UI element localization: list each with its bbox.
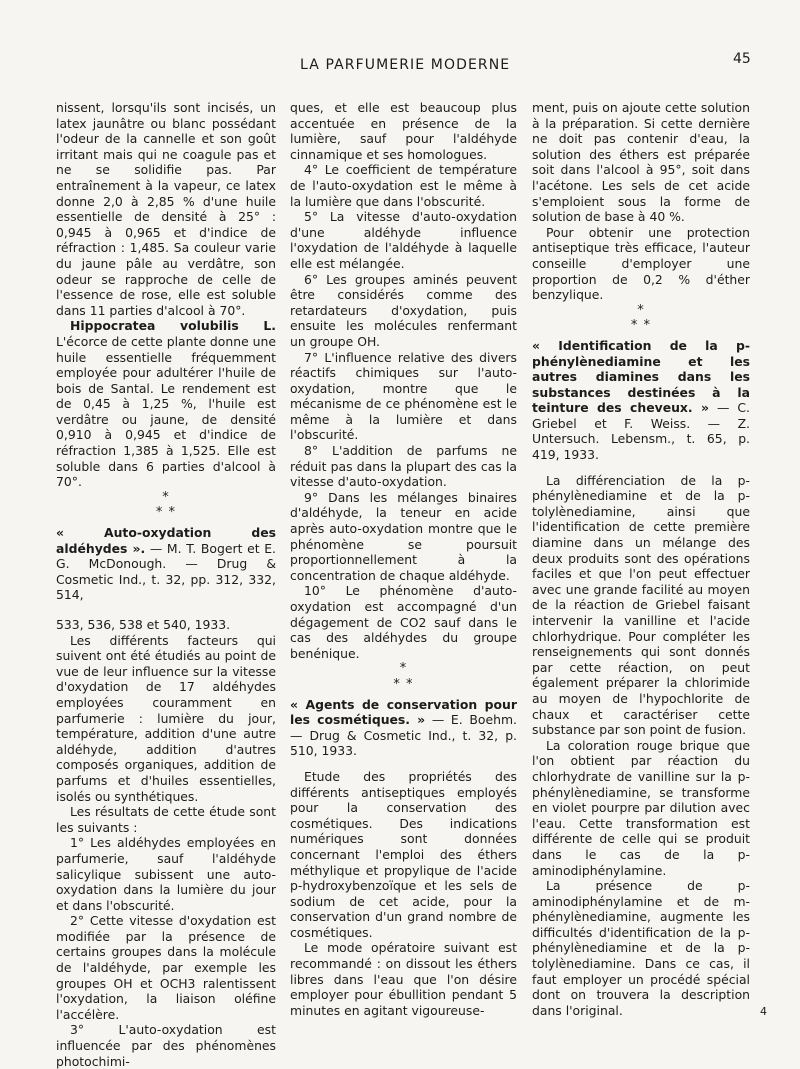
section-separator: * * * [393,661,414,692]
paragraph: La présence de p-aminodiphénylamine et de m-phénylènediamine, augmente les difficultés d'identification de la p-phénylènediamine et de la p-tolylènediamine. Dans ce cas, il faut employer un procédé spécial dont on trouvera la description dans l'original. [532,878,750,1018]
paragraph: 8° L'addition de parfums ne réduit pas dans la plupart des cas la vitesse d'auto-oxydation. [290,443,517,490]
paragraph: 2° Cette vitesse d'oxydation est modifiée par la présence de certains groupes dans la molécule de l'aldéhyde, par exemple les groupes OH et OCH3 ralentissent l'oxydation, la liaison oléfine l'accélère. [56,913,276,1022]
paragraph: nissent, lorsqu'ils sont incisés, un latex jaunâtre ou blanc possédant l'odeur de la cannelle et son goût irritant mais qui ne coagule pas et ne se solidifie pas. Par entraînement à la vapeur, ce latex donne 2,0 à 2,85 % d'une huile essentielle de densité à 25° : 0,945 à 0,965 et d'indice de réfraction : 1,485. Sa couleur varie du jaune pâle au verdâtre, son odeur se rapproche de celle de l'essence de rose, elle est soluble dans 11 parties d'alcool à 70°. [56,100,276,318]
article-title: « Agents de conservation pour les cosmétiques. » [290,696,517,728]
paragraph: 1° Les aldéhydes employées en parfumerie, sauf l'aldéhyde salicylique subissent une auto-oxydation dans la lumière du jour et dans l'obscurité. [56,835,276,913]
paragraph: ques, et elle est beaucoup plus accentuée en présence de la lumière, sauf pour l'aldéhyde cinnamique et ses homologues. [290,100,517,162]
article-reference [290,697,517,759]
column-1 [56,100,276,1069]
section-separator: * * * [155,489,177,521]
column-2 [290,100,517,1018]
running-title: LA PARFUMERIE MODERNE [300,57,511,73]
paragraph-text: L'écorce de cette plante donne une huile essentielle fréquemment employée pour adultérer l'huile de bois de Santal. Le rendement est de 0,45 à 1,25 %, l'huile est verdâtre ou jaune, de densité 0,910 à 0,945 et d'indice de réfraction 1,385 à 1,525. Elle est soluble dans 6 parties d'alcool à 70°. [56,333,276,490]
citation-continuation: 533, 536, 538 et 540, 1933. [56,617,231,632]
paragraph: 7° L'influence relative des divers réactifs chimiques sur l'auto-oxydation, montre que le mécanisme de ce phénomène est le même à la lumière et dans l'obscurité. [290,349,517,443]
article-title: « Identification de la p-phénylènediamine et les autres diamines dans les substances destinées à la teinture des cheveux. » [532,337,750,416]
article-reference [532,338,750,463]
paragraph: 6° Les groupes aminés peuvent être considérés comme des retardateurs d'oxydation, puis ensuite les molécules renfermant un groupe OH. [290,271,517,349]
paragraph: Etude des propriétés des différents antiseptiques employés pour la conservation des cosmétiques. Des indications numériques sont données concernant l'emploi des éthers méthylique et propylique de l'acide p-hydroxybenzoïque et les sels de sodium de cet acide, pour la conservation d'un grand nombre de cosmétiques. [290,768,517,940]
corner-mark: 4 [760,1005,767,1018]
paragraph: La coloration rouge brique que l'on obtient par réaction du chlorhydrate de vanilline sur la p-phénylènediamine, se transforme en violet pourpre par dilution avec l'eau. Cette transformation est différente de celle qui se produit dans le cas de la p-aminodiphénylamine. [532,737,750,878]
paragraph: Le mode opératoire suivant est recommandé : on dissout les éthers libres dans l'eau que l'on désire employer pour ébullition pendant 5 minutes en agitant vigoureuse- [290,940,517,1018]
column-3 [532,100,750,1018]
article-citation: — E. Boehm. — Drug & Cosmetic Ind., t. 32, p. 510, 1933. [290,712,517,759]
article-title: « Auto-oxydation des aldéhydes ». [56,525,276,556]
paragraph: 3° L'auto-oxydation est influencée par des phénomènes photochimi- [56,1022,276,1069]
paragraph: Pour obtenir une protection antiseptique très efficace, l'auteur conseille d'employer une proportion de 0,2 % d'éther benzylique. [532,224,750,303]
article-citation: — C. Griebel et F. Weiss. — Z. Untersuch. Lebensm., t. 65, p. 419, 1933. [532,400,750,463]
section-separator: * * * [630,302,652,334]
paragraph: 5° La vitesse d'auto-oxydation d'une aldéhyde influence l'oxydation de l'aldéhyde à laquelle elle est mélangée. [290,209,517,271]
page-number: 45 [733,51,751,67]
paragraph: 10° Le phénomène d'auto-oxydation est accompagné d'un dégagement de CO2 sauf dans le cas des aldéhydes du groupe benénique. [290,583,517,661]
paragraph: 4° Le coefficient de température de l'auto-oxydation est le même à la lumière que dans l'obscurité. [290,162,517,209]
paragraph: Les résultats de cette étude sont les suivants : [56,804,276,835]
article-citation: — M. T. Bogert et E. G. McDonough. — Drug & Cosmetic Ind., t. 32, pp. 312, 332, 514, [56,540,276,603]
article-reference [56,525,276,603]
paragraph: La différenciation de la p-phénylènediamine et de la p-tolylènediamine, ainsi que l'identification de cette première diamine dans un mélange des deux produits sont des opérations faciles et que l'on peut effectuer avec une grande facilité au moyen de la réaction de Griebel faisant intervenir la vanilline et l'acide chlorhydrique. Pour compléter les renseignements qui sont donnés par cette réaction, on peut également préparer la chlorimide au moyen de l'hypochlorite de chaux et caractériser cette substance par son point de fusion. [532,472,750,738]
paragraph [56,318,276,490]
paragraph: 9° Dans les mélanges binaires d'aldéhyde, la teneur en acide après auto-oxydation montre que le phénomène se poursuit proportionnellement à la concentration de chaque aldéhyde. [290,489,517,583]
species-name: Hippocratea volubilis L. [70,318,276,334]
paragraph: Les différents facteurs qui suivent ont été étudiés au point de vue de leur influence sur la vitesse d'oxydation de 17 aldéhydes employées couramment en parfumerie : lumière du jour, température, addition d'une autre aldéhyde, addition d'autres composés organiques, addition de parfums et d'huiles essentielles, isolés ou synthétiques. [56,632,276,804]
paragraph: ment, puis on ajoute cette solution à la préparation. Si cette dernière ne doit pas contenir d'eau, la solution des éthers est préparée soit dans l'alcool à 95°, soit dans l'acétone. Les sels de cet acide s'emploient sous la forme de solution de base à 40 %. [532,100,750,225]
